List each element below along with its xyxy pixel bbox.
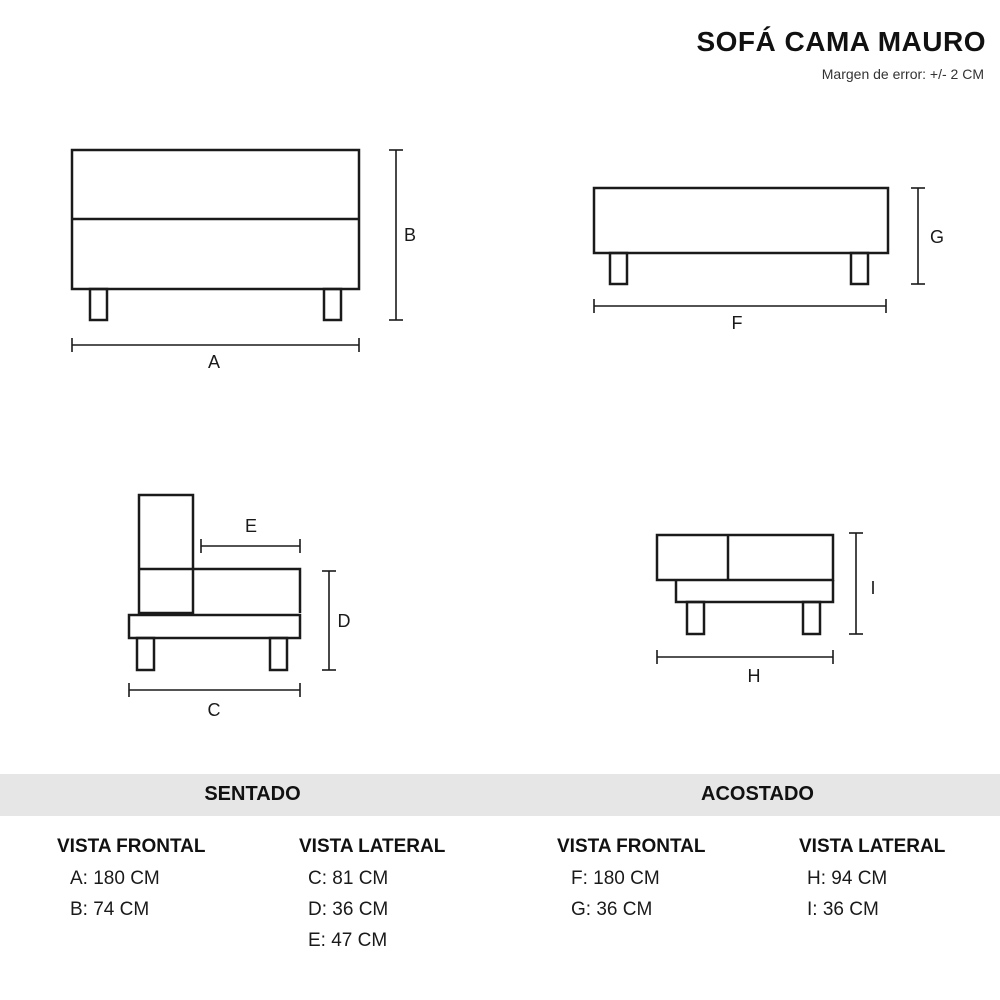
spec-line: H: 94 CM	[807, 868, 888, 889]
spec-line: I: 36 CM	[807, 899, 879, 920]
bed-leg-right	[851, 253, 868, 284]
spec-line: A: 180 CM	[70, 868, 160, 889]
seat-cushion-outline	[139, 569, 300, 613]
bed-side-leg-right	[803, 602, 820, 634]
label-g: G	[929, 227, 945, 247]
dimension-line-a	[72, 338, 359, 352]
label-f: F	[731, 313, 743, 333]
label-i: I	[870, 578, 876, 598]
section-band	[0, 774, 1000, 816]
dimension-line-d	[322, 571, 336, 670]
backrest-outline	[139, 495, 193, 613]
dimension-line-g	[911, 188, 925, 284]
label-c: C	[207, 700, 221, 720]
spec-column-title: VISTA LATERAL	[799, 836, 946, 857]
dimension-line-i	[849, 533, 863, 634]
spec-line: D: 36 CM	[308, 899, 389, 920]
spec-line: F: 180 CM	[571, 868, 660, 889]
spec-column-reclined-side	[799, 836, 945, 930]
sofa-reclined-side-view	[657, 535, 833, 634]
bed-side-leg-left	[687, 602, 704, 634]
dimension-line-b	[389, 150, 403, 320]
section-heading-acostado: ACOSTADO	[701, 783, 814, 805]
side-leg-right	[270, 638, 287, 670]
sofa-seated-front-view	[72, 150, 359, 320]
spec-column-reclined-front	[557, 836, 705, 930]
label-b: B	[403, 225, 417, 245]
spec-line: C: 81 CM	[308, 868, 389, 889]
label-e: E	[244, 516, 258, 536]
spec-column-title: VISTA LATERAL	[299, 836, 446, 857]
section-heading-sentado: SENTADO	[204, 783, 301, 805]
side-leg-left	[137, 638, 154, 670]
label-a: A	[207, 352, 221, 372]
page-title: SOFÁ CAMA MAURO	[696, 26, 986, 57]
dimension-line-f	[594, 299, 886, 313]
dimension-line-h	[657, 650, 833, 664]
sofa-reclined-front-view	[594, 188, 888, 284]
mattress-outline	[657, 535, 833, 580]
sofa-leg-left	[90, 289, 107, 320]
sofa-leg-right	[324, 289, 341, 320]
spec-line: E: 47 CM	[308, 930, 388, 951]
sofa-seated-side-view	[129, 495, 300, 670]
dimension-line-c	[129, 683, 300, 697]
spec-line: B: 74 CM	[70, 899, 150, 920]
spec-column-seated-side	[299, 836, 445, 961]
label-h: H	[747, 666, 761, 686]
bed-body-outline	[594, 188, 888, 253]
base-outline	[129, 615, 300, 638]
spec-line: G: 36 CM	[571, 899, 653, 920]
spec-column-seated-front	[57, 836, 205, 930]
label-d: D	[337, 611, 351, 631]
dimension-line-e	[201, 539, 300, 553]
spec-column-title: VISTA FRONTAL	[57, 836, 206, 857]
bed-base-outline	[676, 580, 833, 602]
spec-column-title: VISTA FRONTAL	[557, 836, 706, 857]
bed-leg-left	[610, 253, 627, 284]
error-margin-note: Margen de error: +/- 2 CM	[821, 66, 984, 82]
